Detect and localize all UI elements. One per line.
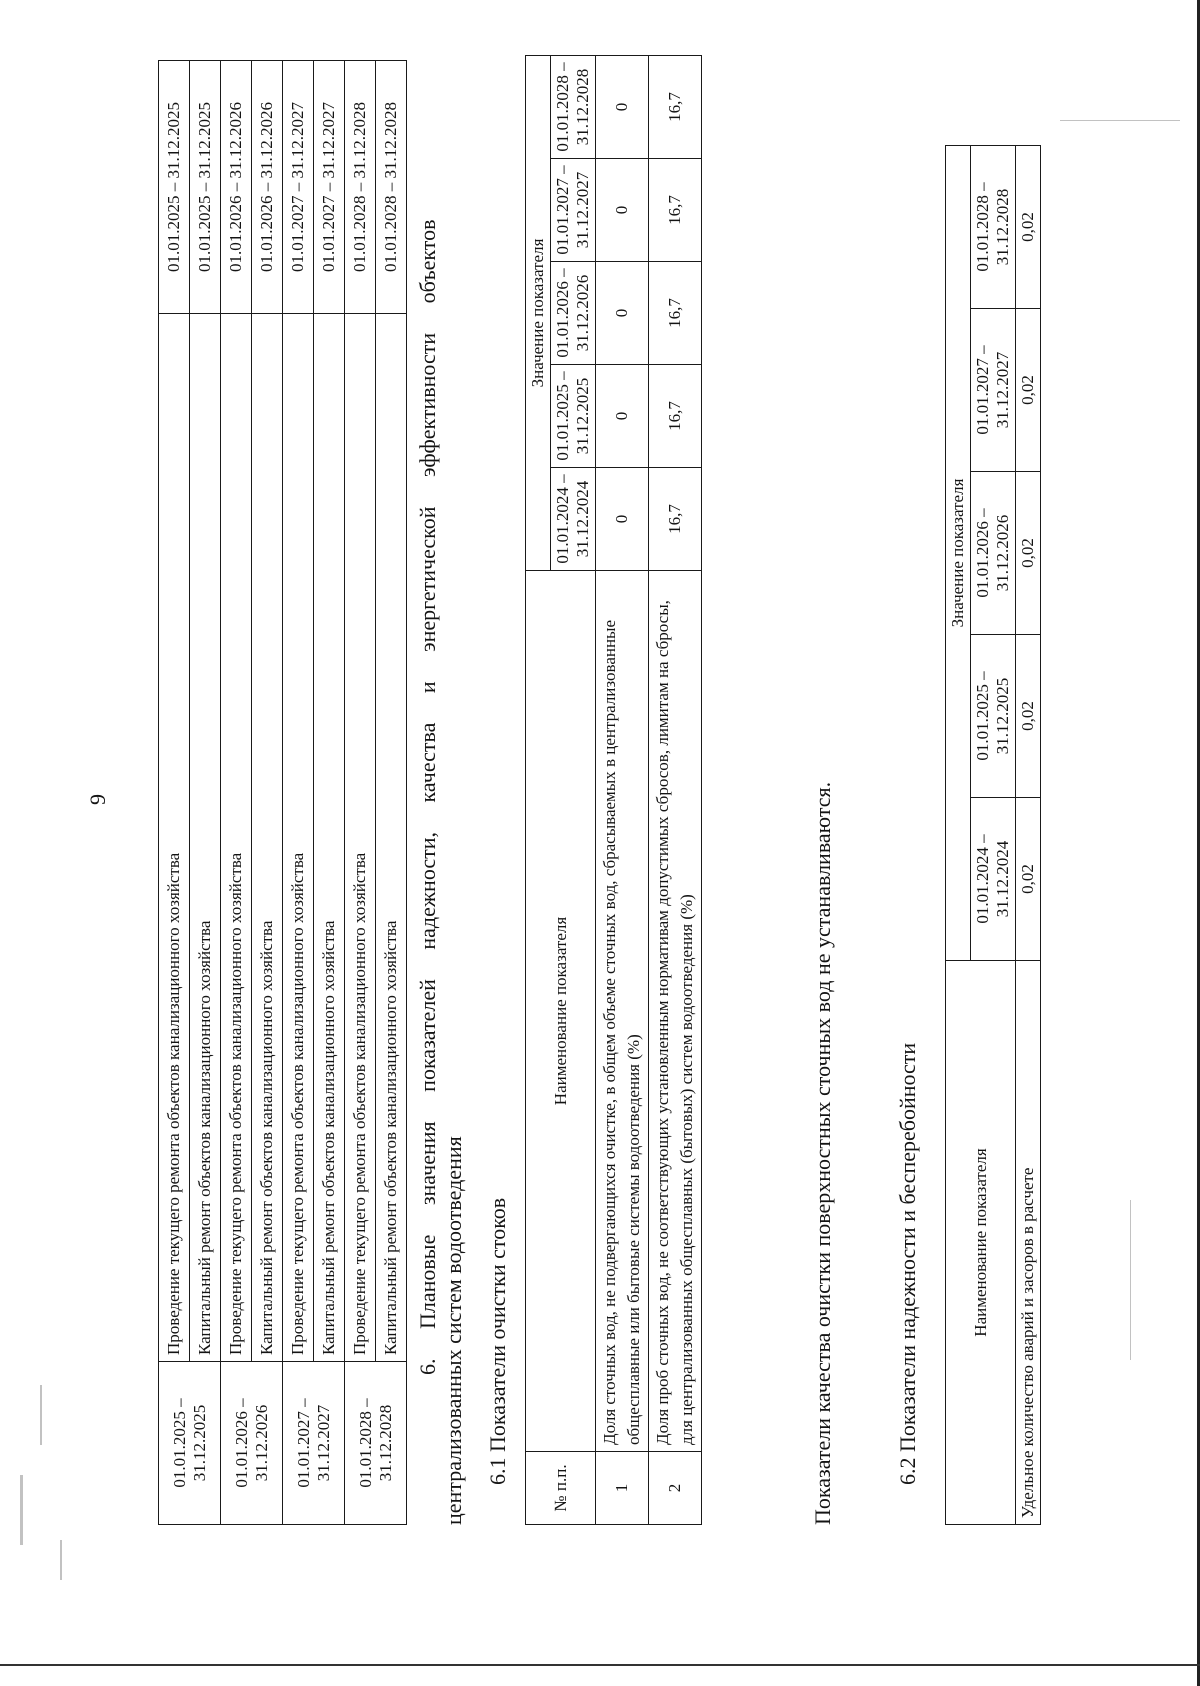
indicator-name: Удельное количество аварий и засоров в расчете <box>1016 961 1041 1525</box>
work-desc: Проведение текущего ремонта объектов канализационного хозяйства <box>283 314 314 1362</box>
table-header-row <box>946 146 971 1525</box>
indicator-value: 16,7 <box>649 365 702 468</box>
indicator-value: 16,7 <box>649 159 702 262</box>
col-header-period: 01.01.2027 – 31.12.2027 <box>971 309 1016 472</box>
col-header-name: Наименование показателя <box>946 961 1016 1525</box>
table-row <box>1016 146 1041 1525</box>
work-desc: Проведение текущего ремонта объектов канализационного хозяйства <box>221 314 252 1362</box>
col-header-name: Наименование показателя <box>526 571 596 1452</box>
indicator-name: Доля проб сточных вод, не соответствующих установленным нормативам допустимых сбросов, лимитам на сбросы, для централизованных общесплавных (бытовых) систем водоотведения (%) <box>649 571 702 1452</box>
work-range: 01.01.2026 – 31.12.2026 <box>221 61 252 314</box>
work-desc: Капитальный ремонт объектов канализационного хозяйства <box>252 314 283 1362</box>
indicator-value: 0,02 <box>1016 798 1041 961</box>
surface-water-note: Показатели качества очистки поверхностных сточных вод не устанавливаются. <box>810 781 835 1525</box>
table-row <box>252 61 283 1525</box>
scan-noise <box>20 1475 23 1545</box>
table-row <box>159 61 190 1525</box>
col-header-period: 01.01.2025 – 31.12.2025 <box>551 365 596 468</box>
table-row <box>283 61 314 1525</box>
scan-noise <box>1130 1200 1131 1360</box>
work-range: 01.01.2027 – 31.12.2027 <box>314 61 345 314</box>
works-table <box>158 60 407 1525</box>
row-num: 1 <box>596 1452 649 1525</box>
work-desc: Капитальный ремонт объектов канализационного хозяйства <box>314 314 345 1362</box>
indicator-value: 16,7 <box>649 468 702 571</box>
subsection-6-2-title: 6.2 Показатели надежности и бесперебойности <box>895 1042 920 1485</box>
table-row <box>376 61 407 1525</box>
page-number: 9 <box>85 794 110 805</box>
work-desc: Проведение текущего ремонта объектов канализационного хозяйства <box>345 314 376 1362</box>
scan-noise <box>40 1385 42 1445</box>
indicator-value: 0,02 <box>1016 472 1041 635</box>
col-header-period: 01.01.2025 – 31.12.2025 <box>971 635 1016 798</box>
period-cell: 01.01.2027 – 31.12.2027 <box>283 1362 345 1525</box>
rotated-page <box>85 55 1050 1525</box>
indicator-name: Доля сточных вод, не подвергающихся очистке, в общем объеме сточных вод, сбрасываемых в централизованные общесплавные или бытовые системы водоотведения (%) <box>596 571 649 1452</box>
table-row <box>596 56 649 1525</box>
indicator-value: 0,02 <box>1016 309 1041 472</box>
indicator-value: 0 <box>596 468 649 571</box>
table-row <box>345 61 376 1525</box>
col-header-value: Значение показателя <box>526 56 551 571</box>
scan-noise <box>60 1540 62 1580</box>
scan-noise <box>1060 120 1180 121</box>
period-cell: 01.01.2026 – 31.12.2026 <box>221 1362 283 1525</box>
row-num: 2 <box>649 1452 702 1525</box>
col-header-period: 01.01.2026 – 31.12.2026 <box>551 262 596 365</box>
work-desc: Капитальный ремонт объектов канализационного хозяйства <box>190 314 221 1362</box>
col-header-num: № п.п. <box>526 1452 596 1525</box>
table-row <box>221 61 252 1525</box>
work-range: 01.01.2025 – 31.12.2025 <box>159 61 190 314</box>
col-header-period: 01.01.2027 – 31.12.2027 <box>551 159 596 262</box>
table-header-row <box>526 56 551 1525</box>
section-title <box>415 75 467 1525</box>
work-range: 01.01.2025 – 31.12.2025 <box>190 61 221 314</box>
period-cell: 01.01.2028 – 31.12.2028 <box>345 1362 407 1525</box>
work-desc: Капитальный ремонт объектов канализационного хозяйства <box>376 314 407 1362</box>
indicator-value: 0 <box>596 159 649 262</box>
work-range: 01.01.2028 – 31.12.2028 <box>376 61 407 314</box>
indicator-value: 0,02 <box>1016 146 1041 309</box>
section-title-line2: централизованных систем водоотведения <box>441 1136 466 1525</box>
indicator-value: 0 <box>596 262 649 365</box>
indicator-value: 16,7 <box>649 56 702 159</box>
cleaning-indicators-table <box>525 55 702 1525</box>
table-row <box>190 61 221 1525</box>
col-header-period: 01.01.2028 – 31.12.2028 <box>551 56 596 159</box>
indicator-value: 0 <box>596 56 649 159</box>
subsection-6-1-title: 6.1 Показатели очистки стоков <box>485 1197 510 1485</box>
col-header-period: 01.01.2024 – 31.12.2024 <box>551 468 596 571</box>
col-header-period: 01.01.2028 – 31.12.2028 <box>971 146 1016 309</box>
work-desc: Проведение текущего ремонта объектов канализационного хозяйства <box>159 314 190 1362</box>
table-row <box>649 56 702 1525</box>
work-range: 01.01.2028 – 31.12.2028 <box>345 61 376 314</box>
col-header-value: Значение показателя <box>946 146 971 961</box>
col-header-period: 01.01.2026 – 31.12.2026 <box>971 472 1016 635</box>
scan-bottom-edge <box>0 1664 1200 1666</box>
indicator-value: 16,7 <box>649 262 702 365</box>
col-header-period: 01.01.2024 – 31.12.2024 <box>971 798 1016 961</box>
table-row <box>314 61 345 1525</box>
section-title-line1: 6. Плановые значения показателей надежности, качества и энергетической эффективности объектов <box>415 219 440 1375</box>
work-range: 01.01.2027 – 31.12.2027 <box>283 61 314 314</box>
indicator-value: 0 <box>596 365 649 468</box>
indicator-value: 0,02 <box>1016 635 1041 798</box>
reliability-indicators-table <box>945 145 1041 1525</box>
work-range: 01.01.2026 – 31.12.2026 <box>252 61 283 314</box>
period-cell: 01.01.2025 – 31.12.2025 <box>159 1362 221 1525</box>
